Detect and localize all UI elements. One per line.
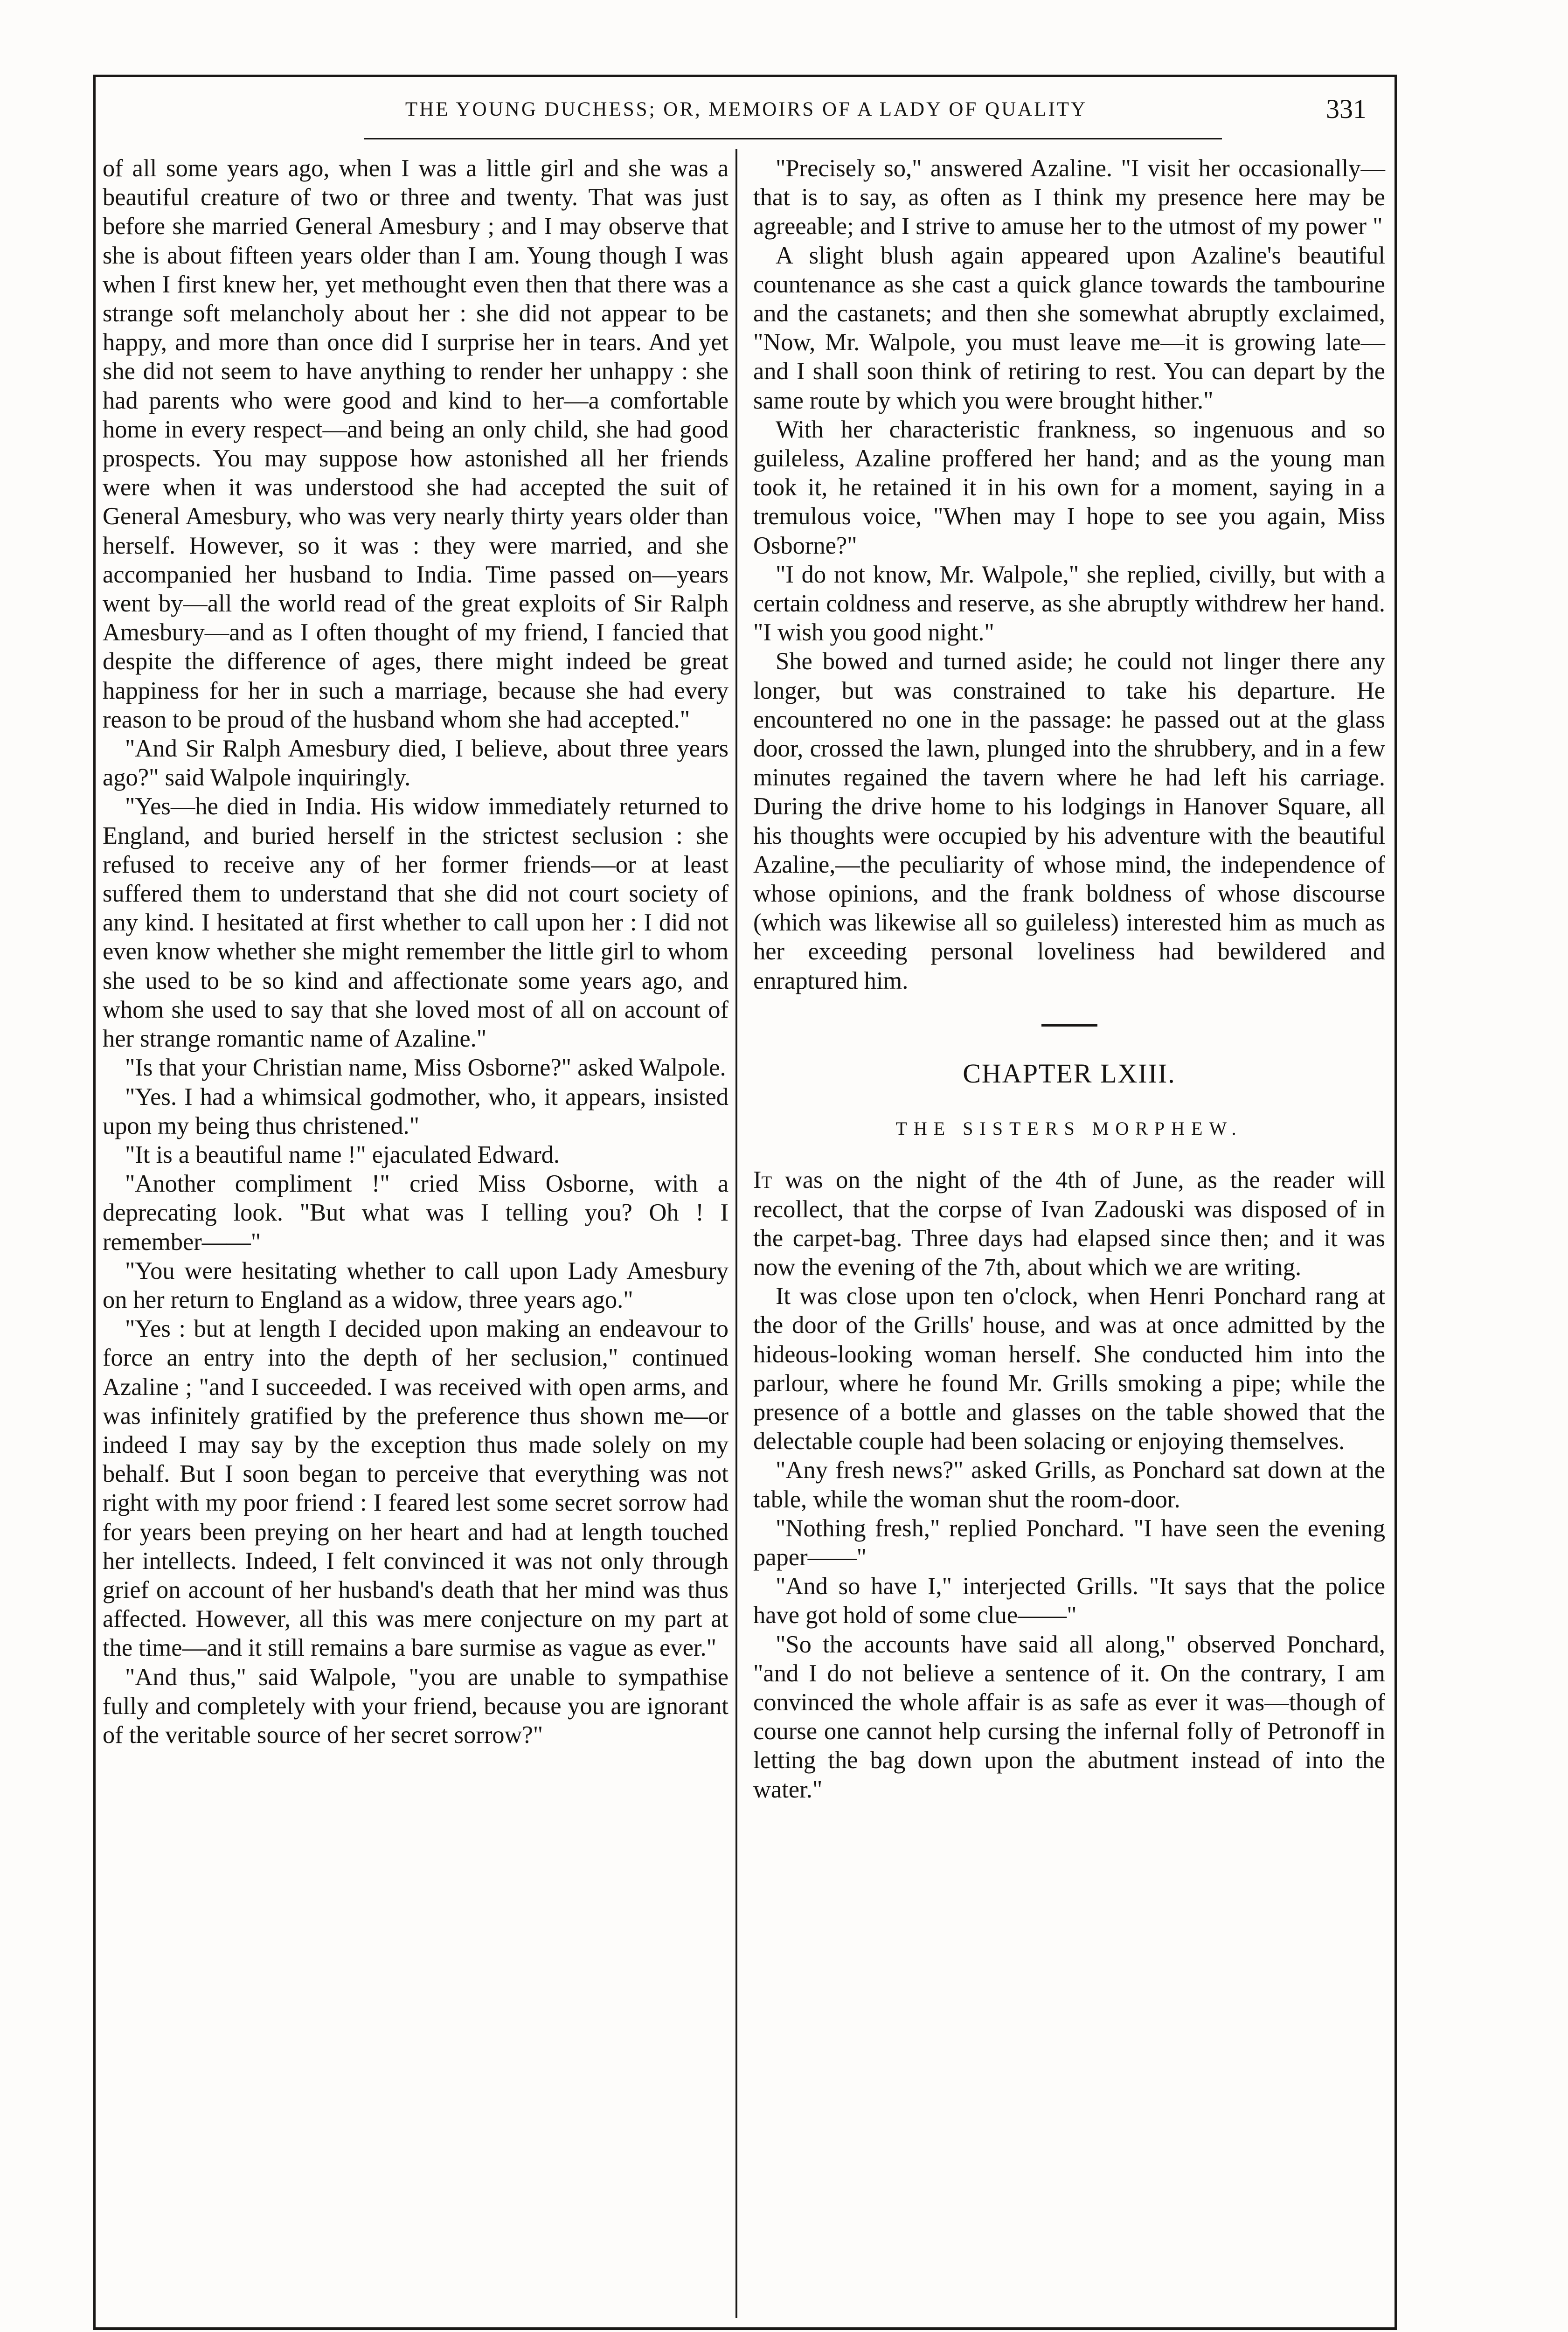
paragraph: A slight blush again appeared upon Azaline's beautiful countenance as she cast a quick glance towards the tambourine and the castanets; and then she somewhat abruptly exclaimed, "Now, Mr. Walpole, you must leave me—it is growing late—and I shall soon think of retiring to rest. You can depart by the same route by which you were brought hither.": [753, 242, 1385, 414]
chapter-opening-text: was on the night of the 4th of June, as the reader will recollect, that the corpse of Ivan Zadouski was disposed of in the carpet-bag. Three days had elapsed since then; and it was now the evening of the 7th, about which we are writing.: [753, 1166, 1385, 1281]
paragraph: "I do not know, Mr. Walpole," she replied, civilly, but with a certain coldness and reserve, as she abruptly withdrew her hand. "I wish you good night.": [753, 561, 1385, 646]
paragraph: With her characteristic frankness, so ingenuous and so guileless, Azaline proffered her hand; and as the young man took it, he retained it in his own for a moment, saying in a tremulous voice, "When may I hope to see you again, Miss Osborne?": [753, 416, 1385, 559]
paragraph: "Is that your Christian name, Miss Osborne?" asked Walpole.: [125, 1054, 726, 1082]
paragraph: of all some years ago, when I was a little girl and she was a beautiful creature of two or three and twenty. That was just before she married General Amesbury ; and I may observe that she is about fifteen years older than I am. Young though I was when I first knew her, yet methought even then that there was a strange soft melancholy about her : she did not appear to be happy, and more than once did I surprise her in tears. And yet she did not seem to have anything to render her unhappy : she had parents who were good and kind to her—a comfortable home in every respect—and being an only child, she had good prospects. You may suppose how astonished all her friends were when it was understood she had accepted the suit of General Amesbury, who was very nearly thirty years older than herself. However, so it was : they were married, and she accompanied her husband to India. Time passed on—years went by—all the world read of the great exploits of Sir Ralph Amesbury—and as I often thought of my friend, I fancied that despite the difference of ages, there might indeed be great happiness for her in such a marriage, because she had every reason to be proud of the husband whom she had accepted.": [103, 155, 728, 733]
drop-cap: It: [753, 1166, 772, 1194]
chapter-subtitle: THE SISTERS MORPHEW.: [895, 1118, 1243, 1139]
paragraph: It was close upon ten o'clock, when Henri Ponchard rang at the door of the Grills' house, and was at once admitted by the hideous-looking woman herself. She conducted him into the parlour, where he found Mr. Grills smoking a pipe; while the presence of a bottle and glasses on the table showed that the delectable couple had been solacing or enjoying themselves.: [753, 1283, 1385, 1455]
paragraph: "Yes. I had a whimsical godmother, who, it appears, insisted upon my being thus christened.": [103, 1083, 728, 1139]
frame-right-rule: [1395, 75, 1397, 2327]
chapter-title: CHAPTER LXIII.: [963, 1058, 1176, 1089]
chapter-opening-paragraph: [753, 1166, 1385, 1282]
paragraph: "Any fresh news?" asked Grills, as Ponchard sat down at the table, while the woman shut the room-door.: [753, 1457, 1385, 1513]
frame-top-rule: [93, 75, 1397, 77]
column-divider: [735, 149, 737, 2318]
left-column: [103, 154, 728, 1749]
paragraph: "And thus," said Walpole, "you are unable to sympathise fully and completely with your friend, because you are ignorant of the veritable source of her secret sorrow?": [103, 1663, 728, 1749]
paragraph: "You were hesitating whether to call upon Lady Amesbury on her return to England as a widow, three years ago.": [103, 1257, 728, 1313]
chapter-separator-rule: [1041, 1024, 1097, 1027]
paragraph: "Yes—he died in India. His widow immediately returned to England, and buried herself in the strictest seclusion : she refused to receive any of her former friends—or at least suffered them to understand that she did not court society of any kind. I hesitated at first whether to call upon her : I did not even know whether she might remember the little girl to whom she used to be so kind and affectionate some years ago, and whom she used to say that she loved most of all on account of her strange romantic name of Azaline.": [103, 793, 728, 1053]
paragraph: "Another compliment !" cried Miss Osborne, with a deprecating look. "But what was I telling you? Oh ! I remember——": [103, 1170, 728, 1256]
page-number: 331: [1326, 94, 1367, 124]
paragraph: "So the accounts have said all along," observed Ponchard, "and I do not believe a sentence of it. On the contrary, I am convinced the whole affair is as safe as ever it was—though of course one cannot help cursing the infernal folly of Petronoff in letting the bag down upon the abutment instead of into the water.": [753, 1631, 1385, 1803]
frame-left-rule: [93, 75, 96, 2327]
header-rule: [364, 138, 1222, 139]
paragraph: "Precisely so," answered Azaline. "I visit her occasionally—that is to say, as often as I think my presence here may be agreeable; and I strive to amuse her to the utmost of my power ": [753, 155, 1385, 240]
paragraph: "And so have I," interjected Grills. "It says that the police have got hold of some clue——": [753, 1573, 1385, 1629]
running-head: THE YOUNG DUCHESS; OR, MEMOIRS OF A LADY OF QUALITY: [405, 98, 1088, 120]
right-column: [753, 154, 1385, 1804]
paragraph: "It is a beautiful name !" ejaculated Edward.: [125, 1141, 560, 1168]
paragraph: "Yes : but at length I decided upon making an endeavour to force an entry into the depth of her seclusion," continued Azaline ; "and I succeeded. I was received with open arms, and was infinitely gratified by the preference thus shown me—or indeed I may say by the exception thus made solely on my behalf. But I soon began to perceive that everything was not right with my poor friend : I feared lest some secret sorrow had for years been preying on her heart and had at length touched her intellects. Indeed, I felt convinced it was not only through grief on account of her husband's death that her mind was thus affected. However, all this was mere conjecture on my part at the time—and it still remains a bare surmise as vague as ever.": [103, 1315, 728, 1662]
paragraph: She bowed and turned aside; he could not linger there any longer, but was constrained to take his departure. He encountered no one in the passage: he passed out at the glass door, crossed the lawn, plunged into the shrubbery, and in a few minutes regained the tavern where he had left his carriage. During the drive home to his lodgings in Hanover Square, all his thoughts were occupied by his adventure with the beautiful Azaline,—the peculiarity of whose mind, the independence of whose opinions, and the frank boldness of whose discourse (which was likewise all so guileless) interested him as much as her exceeding personal loveliness had bewildered and enraptured him.: [753, 648, 1385, 994]
paragraph: "Nothing fresh," replied Ponchard. "I have seen the evening paper——": [753, 1514, 1385, 1571]
paragraph: "And Sir Ralph Amesbury died, I believe, about three years ago?" said Walpole inquiringly.: [103, 735, 728, 791]
frame-bottom-rule: [93, 2327, 1397, 2330]
